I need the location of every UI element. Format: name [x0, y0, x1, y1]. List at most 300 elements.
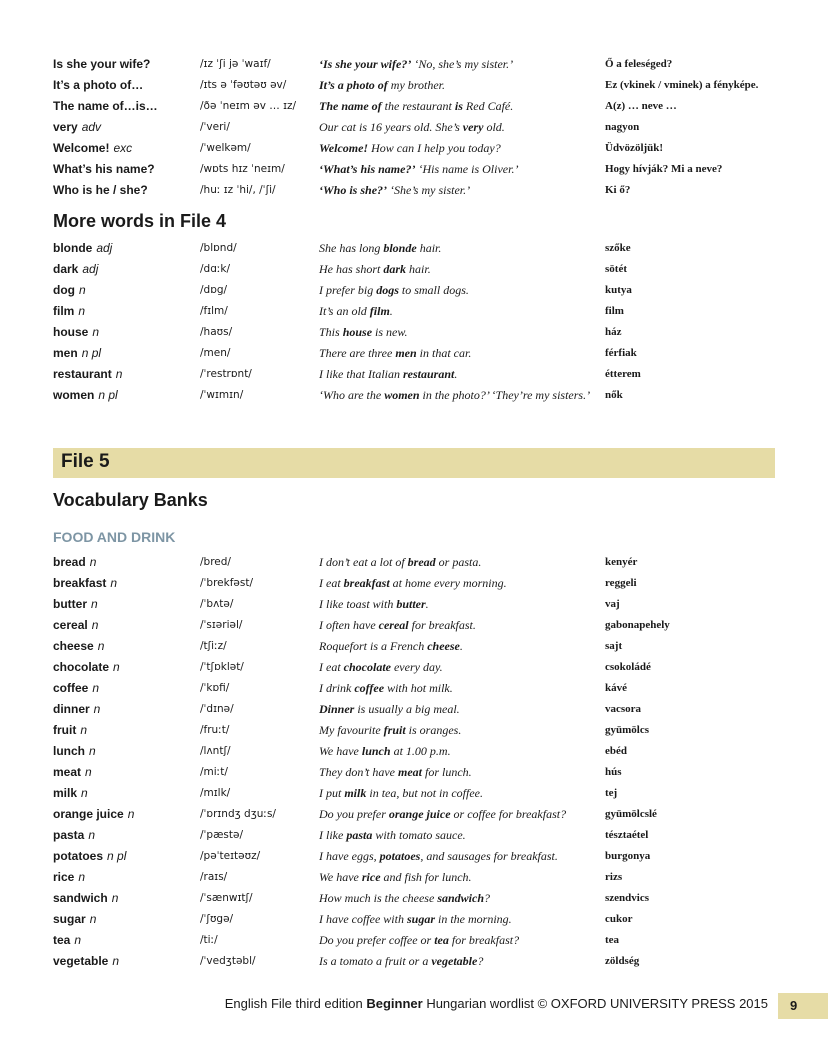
headword — [53, 762, 92, 783]
example-text: is oranges. — [405, 723, 462, 737]
example-text: I have eggs, — [319, 849, 380, 863]
headword-text: pasta — [53, 828, 85, 842]
hungarian-translation: nők — [605, 389, 623, 401]
example-text: I like — [319, 828, 347, 842]
headword-text: lunch — [53, 744, 85, 758]
part-of-speech: n — [127, 807, 135, 821]
entry-row — [53, 259, 793, 280]
example-keyword: potatoes — [379, 849, 421, 863]
headword-text: women — [53, 388, 95, 402]
example-text: the restaurant — [381, 99, 455, 113]
entry-row — [53, 783, 793, 804]
example-text: Roquefort is a French — [319, 639, 428, 653]
entry-row — [53, 804, 793, 825]
example-text: with hot milk. — [384, 681, 453, 695]
headword — [53, 54, 150, 75]
hungarian-translation: gyümölcslé — [605, 808, 657, 820]
hungarian-translation: tej — [605, 787, 618, 799]
headword-text: breakfast — [53, 576, 107, 590]
pronunciation: /pəˈteɪtəʊz/ — [200, 850, 261, 862]
example-text: and fish for lunch. — [380, 870, 472, 884]
part-of-speech: adj — [82, 262, 99, 276]
pronunciation: /ˈbʌtə/ — [200, 598, 234, 610]
headword-text: It’s a photo of… — [53, 78, 144, 92]
example-sentence — [319, 804, 566, 825]
example-text: hair. — [406, 262, 431, 276]
example-keyword: Dinner — [319, 702, 355, 716]
entry-row — [53, 636, 793, 657]
pronunciation: /tiː/ — [200, 934, 218, 946]
entry-row — [53, 180, 793, 201]
hungarian-translation: sajt — [605, 640, 623, 652]
pronunciation: /fɪlm/ — [200, 305, 228, 317]
example-keyword: fruit — [383, 723, 406, 737]
hungarian-translation: zöldség — [605, 955, 640, 967]
example-keyword: very — [462, 120, 484, 134]
headword — [53, 301, 85, 322]
entry-row — [53, 238, 793, 259]
headword-text: coffee — [53, 681, 89, 695]
example-keyword: breakfast — [343, 576, 390, 590]
hungarian-translation: rizs — [605, 871, 623, 883]
example-text: There are three — [319, 346, 396, 360]
example-sentence — [319, 762, 472, 783]
part-of-speech: n — [89, 912, 97, 926]
hungarian-translation: Ő a feleséged? — [605, 58, 673, 70]
entry-row — [53, 615, 793, 636]
headword-text: What’s his name? — [53, 162, 155, 176]
hungarian-translation: burgonya — [605, 850, 651, 862]
entry-row — [53, 301, 793, 322]
pronunciation: /ɪts ə ˈfəʊtəʊ əv/ — [200, 79, 287, 91]
pronunciation: /ˈwelkəm/ — [200, 142, 251, 154]
example-sentence — [319, 159, 518, 180]
headword-text: cereal — [53, 618, 88, 632]
example-text: is usually a big meal. — [354, 702, 460, 716]
file-title: File 5 — [61, 451, 110, 472]
part-of-speech: n — [79, 283, 86, 297]
example-keyword: lunch — [361, 744, 391, 758]
example-sentence — [319, 552, 481, 573]
hungarian-translation: hús — [605, 766, 622, 778]
part-of-speech: n — [91, 597, 98, 611]
headword-text: dog — [53, 283, 75, 297]
part-of-speech: n — [97, 639, 105, 653]
example-text: She has long — [319, 241, 384, 255]
example-sentence — [319, 825, 466, 846]
headword — [53, 909, 96, 930]
hungarian-translation: csokoládé — [605, 661, 651, 673]
example-sentence — [319, 96, 513, 117]
example-text: for breakfast? — [448, 933, 520, 947]
entry-row — [53, 159, 793, 180]
part-of-speech: n — [89, 744, 96, 758]
hungarian-translation: tea — [605, 934, 620, 946]
example-sentence — [319, 573, 507, 594]
example-text: ‘His name is Oliver.’ — [415, 162, 519, 176]
example-text: ‘She’s my sister.’ — [387, 183, 471, 197]
headword-text: Is she your wife? — [53, 57, 151, 71]
part-of-speech: n — [115, 367, 123, 381]
example-keyword: vegetable — [431, 954, 478, 968]
pronunciation: /ˈʃʊgə/ — [200, 913, 234, 925]
example-keyword: ‘Who is she?’ — [319, 183, 388, 197]
example-text: I don’t eat a lot of — [319, 555, 408, 569]
hungarian-translation: sötét — [605, 263, 627, 275]
hungarian-translation: cukor — [605, 913, 633, 925]
hungarian-translation: szendvics — [605, 892, 649, 904]
headword-text: sandwich — [53, 891, 108, 905]
example-text: my brother. — [387, 78, 446, 92]
hungarian-translation: ház — [605, 326, 622, 338]
example-sentence — [319, 322, 407, 343]
example-sentence — [319, 594, 429, 615]
hungarian-translation: reggeli — [605, 577, 637, 589]
headword — [53, 783, 88, 804]
example-keyword: ‘What’s his name?’ — [319, 162, 416, 176]
example-keyword: orange juice — [388, 807, 451, 821]
entry-row — [53, 720, 793, 741]
example-keyword: bread — [407, 555, 436, 569]
example-keyword: cheese — [427, 639, 460, 653]
headword-text: very — [53, 120, 78, 134]
example-text: I put — [319, 786, 345, 800]
example-keyword: It’s a photo of — [319, 78, 388, 92]
part-of-speech: n — [80, 723, 88, 737]
example-sentence — [319, 280, 469, 301]
example-text: in that car. — [416, 346, 472, 360]
entry-row — [53, 909, 793, 930]
headword-text: chocolate — [53, 660, 110, 674]
headword — [53, 594, 98, 615]
example-text: I drink — [319, 681, 355, 695]
pronunciation: /dɑːk/ — [200, 263, 231, 275]
part-of-speech: n — [78, 870, 86, 884]
headword — [53, 951, 119, 972]
example-sentence — [319, 951, 483, 972]
part-of-speech: n pl — [81, 346, 102, 360]
pronunciation: /tʃiːz/ — [200, 640, 227, 652]
pronunciation: /dɒg/ — [200, 284, 228, 296]
example-text: Red Café. — [462, 99, 514, 113]
example-text: I prefer big — [319, 283, 377, 297]
example-sentence — [319, 888, 490, 909]
example-keyword: milk — [344, 786, 367, 800]
example-text: ? — [477, 954, 484, 968]
example-sentence — [319, 657, 443, 678]
example-sentence — [319, 720, 461, 741]
hungarian-translation: ebéd — [605, 745, 627, 757]
vocabulary-banks-heading: Vocabulary Banks — [53, 490, 208, 510]
headword — [53, 720, 87, 741]
hungarian-translation: vacsora — [605, 703, 642, 715]
part-of-speech: n — [85, 765, 92, 779]
entry-row — [53, 75, 793, 96]
example-text: Do you prefer coffee or — [319, 933, 435, 947]
part-of-speech: n pl — [98, 388, 118, 402]
example-text: at home every morning. — [389, 576, 507, 590]
headword-text: bread — [53, 555, 86, 569]
entry-row — [53, 678, 793, 699]
entry-row — [53, 657, 793, 678]
headword — [53, 930, 81, 951]
example-text: in tea, but not in coffee. — [366, 786, 484, 800]
example-sentence — [319, 846, 558, 867]
hungarian-translation: kávé — [605, 682, 627, 694]
example-text: I often have — [319, 618, 379, 632]
file-title-band — [53, 448, 775, 478]
more-words-entries — [53, 238, 793, 422]
example-text: I like that Italian — [319, 367, 403, 381]
footer-prefix: English File third edition — [224, 996, 367, 1011]
headword-text: potatoes — [53, 849, 104, 863]
headword-text: film — [53, 304, 75, 318]
example-text: I have coffee with — [319, 912, 407, 926]
example-text: Is a tomato a fruit or a — [319, 954, 432, 968]
example-sentence — [319, 678, 453, 699]
example-sentence — [319, 741, 451, 762]
entry-row — [53, 930, 793, 951]
more-words-heading: More words in File 4 — [53, 211, 227, 231]
part-of-speech: n — [89, 555, 97, 569]
headword-text: rice — [53, 870, 75, 884]
example-keyword: The name of — [319, 99, 382, 113]
example-text: is new. — [372, 325, 408, 339]
headword — [53, 636, 104, 657]
pronunciation: /mɪlk/ — [200, 787, 231, 799]
headword-text: milk — [53, 786, 78, 800]
example-sentence — [319, 615, 476, 636]
headword — [53, 343, 101, 364]
example-keyword: pasta — [346, 828, 373, 842]
pronunciation: /miːt/ — [200, 766, 228, 778]
hungarian-translation: A(z) … neve … — [605, 100, 677, 112]
headword-text: sugar — [53, 912, 86, 926]
example-sentence — [319, 699, 460, 720]
pronunciation: /blɒnd/ — [200, 242, 237, 254]
pronunciation: /ˈɒrɪndʒ dʒuːs/ — [200, 808, 276, 820]
hungarian-translation: Ez (vkinek / vminek) a fényképe. — [605, 79, 759, 91]
example-text: ‘Who are the — [319, 388, 385, 402]
headword — [53, 259, 98, 280]
example-text: for lunch. — [421, 765, 472, 779]
headword-text: dark — [53, 262, 79, 276]
example-text: or pasta. — [435, 555, 482, 569]
example-text: How much is the cheese — [319, 891, 438, 905]
hungarian-translation: tésztaétel — [605, 829, 649, 841]
example-text: . — [459, 639, 463, 653]
example-text: They don’t have — [319, 765, 398, 779]
example-text: ? — [484, 891, 490, 905]
part-of-speech: n — [92, 681, 100, 695]
headword — [53, 75, 143, 96]
headword-text: meat — [53, 765, 82, 779]
part-of-speech: n — [88, 828, 96, 842]
example-keyword: butter — [396, 597, 426, 611]
headword-text: men — [53, 346, 78, 360]
headword — [53, 573, 117, 594]
example-text: I eat — [319, 576, 344, 590]
headword — [53, 280, 86, 301]
pronunciation: /ˈwɪmɪn/ — [200, 389, 244, 401]
headword — [53, 657, 120, 678]
example-keyword: cereal — [378, 618, 409, 632]
hungarian-translation: gyümölcs — [605, 724, 649, 736]
example-keyword: rice — [361, 870, 381, 884]
example-text: I eat — [319, 660, 344, 674]
hungarian-translation: gabonapehely — [605, 619, 670, 631]
example-text: We have — [319, 744, 362, 758]
hungarian-translation: kutya — [605, 284, 632, 296]
part-of-speech: n pl — [107, 849, 127, 863]
pronunciation: /ˈveri/ — [200, 121, 230, 133]
example-text: . — [425, 597, 429, 611]
entry-row — [53, 343, 793, 364]
headword-text: tea — [53, 933, 71, 947]
entry-row — [53, 699, 793, 720]
pronunciation: /ˈpæstə/ — [200, 829, 243, 841]
part-of-speech: n — [113, 660, 120, 674]
example-sentence — [319, 930, 519, 951]
example-sentence — [319, 388, 601, 403]
example-text: at 1.00 p.m. — [390, 744, 451, 758]
part-of-speech: adv — [81, 120, 102, 134]
entry-row — [53, 385, 793, 422]
hungarian-translation: film — [605, 305, 624, 317]
headword — [53, 678, 99, 699]
example-keyword: Welcome! — [319, 141, 369, 155]
headword-text: vegetable — [53, 954, 109, 968]
example-text: old. — [483, 120, 505, 134]
example-text: in the morning. — [434, 912, 512, 926]
example-sentence — [319, 138, 501, 159]
entry-row — [53, 138, 793, 159]
example-text: in the photo?’ ‘They’re my sisters.’ — [419, 388, 591, 402]
example-text: It’s an old — [319, 304, 370, 318]
headword-text: fruit — [53, 723, 77, 737]
entry-row — [53, 888, 793, 909]
pronunciation: /bred/ — [200, 556, 231, 568]
pronunciation: /haʊs/ — [200, 326, 233, 338]
example-sentence — [319, 364, 457, 385]
headword — [53, 552, 96, 573]
entry-row — [53, 573, 793, 594]
example-text: every day. — [390, 660, 443, 674]
footer — [0, 993, 828, 1019]
headword — [53, 888, 118, 909]
headword — [53, 364, 122, 385]
headword — [53, 699, 100, 720]
headword — [53, 322, 99, 343]
example-keyword: meat — [397, 765, 422, 779]
headword — [53, 741, 96, 762]
example-text: I like toast with — [319, 597, 397, 611]
headword-text: cheese — [53, 639, 94, 653]
entry-row — [53, 825, 793, 846]
example-keyword: blonde — [383, 241, 417, 255]
example-keyword: women — [384, 388, 420, 402]
example-text: . — [389, 304, 393, 318]
example-text: to small dogs. — [398, 283, 469, 297]
pronunciation: /lʌntʃ/ — [200, 745, 231, 757]
example-sentence — [319, 117, 505, 138]
food-and-drink-heading: FOOD AND DRINK — [53, 529, 176, 545]
headword-text: house — [53, 325, 89, 339]
pronunciation: /ˈtʃɒklət/ — [200, 661, 244, 673]
headword-text: Welcome! — [53, 141, 110, 155]
example-text: We have — [319, 870, 362, 884]
entry-row — [53, 867, 793, 888]
entry-row — [53, 951, 793, 972]
hungarian-translation: Üdvözöljük! — [605, 142, 664, 154]
example-text: for breakfast. — [408, 618, 476, 632]
headword — [53, 180, 148, 201]
hungarian-translation: férfiak — [605, 347, 637, 359]
hungarian-translation: Ki ő? — [605, 184, 631, 196]
hungarian-translation: vaj — [605, 598, 620, 610]
part-of-speech: n — [78, 304, 86, 318]
headword-text: Who is he / she? — [53, 183, 148, 197]
example-text: ‘No, she’s my sister.’ — [411, 57, 514, 71]
entry-row — [53, 594, 793, 615]
pronunciation: /ˈrestrɒnt/ — [200, 368, 252, 380]
headword-text: blonde — [53, 241, 93, 255]
entry-row — [53, 96, 793, 117]
example-text: He has short — [319, 262, 384, 276]
headword — [53, 825, 95, 846]
headword-text: orange juice — [53, 807, 124, 821]
hungarian-translation: kenyér — [605, 556, 638, 568]
headword — [53, 138, 132, 159]
entry-row — [53, 741, 793, 762]
example-text: or coffee for breakfast? — [450, 807, 567, 821]
part-of-speech: exc — [113, 141, 133, 155]
part-of-speech: n — [74, 933, 82, 947]
pronunciation: /ˈvedʒtəbl/ — [200, 955, 256, 967]
headword-text: dinner — [53, 702, 90, 716]
pronunciation: /huː ɪz ˈhi/, /ˈʃi/ — [200, 184, 276, 196]
example-keyword: tea — [434, 933, 449, 947]
hungarian-translation: étterem — [605, 368, 641, 380]
headword — [53, 867, 85, 888]
pronunciation: /raɪs/ — [200, 871, 228, 883]
example-keyword: men — [395, 346, 417, 360]
pronunciation: /ðə ˈneɪm əv … ɪz/ — [200, 100, 297, 112]
pronunciation: /men/ — [200, 347, 231, 359]
example-text: This — [319, 325, 343, 339]
entry-row — [53, 762, 793, 783]
example-text: . — [454, 367, 458, 381]
headword — [53, 615, 98, 636]
example-text: Do you prefer — [319, 807, 389, 821]
example-sentence — [319, 54, 513, 75]
footer-suffix: Hungarian wordlist © OXFORD UNIVERSITY PRESS 2015 — [422, 996, 768, 1011]
example-keyword: is — [454, 99, 463, 113]
pronunciation: /ˈsænwɪtʃ/ — [200, 892, 253, 904]
entry-row — [53, 54, 793, 75]
headword-text: restaurant — [53, 367, 112, 381]
example-sentence — [319, 867, 472, 888]
example-sentence — [319, 238, 441, 259]
example-sentence — [319, 180, 470, 201]
part-of-speech: n — [110, 576, 118, 590]
headword — [53, 385, 118, 406]
pronunciation: /fruːt/ — [200, 724, 230, 736]
example-text: My favourite — [319, 723, 384, 737]
example-text: with tomato sauce. — [372, 828, 466, 842]
pronunciation: /wɒts hɪz ˈneɪm/ — [200, 163, 285, 175]
part-of-speech: adj — [96, 241, 113, 255]
